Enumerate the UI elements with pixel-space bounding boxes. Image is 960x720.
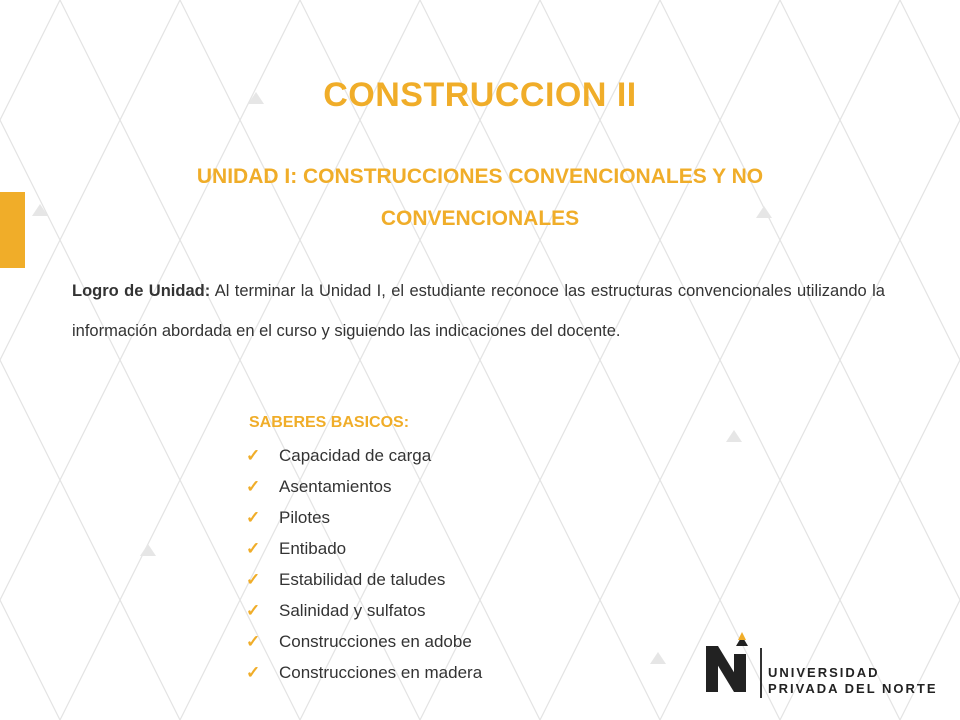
saberes-list <box>246 440 482 688</box>
unit-subtitle-line-1: UNIDAD I: CONSTRUCCIONES CONVENCIONALES Y NO <box>196 165 764 188</box>
check-icon: ✓ <box>246 632 261 651</box>
list-item <box>246 471 482 502</box>
list-item-label: Estabilidad de taludes <box>279 570 446 589</box>
check-icon: ✓ <box>246 446 261 465</box>
check-icon: ✓ <box>246 477 261 496</box>
check-icon: ✓ <box>246 508 261 527</box>
check-icon: ✓ <box>246 539 261 558</box>
list-item-label: Pilotes <box>279 508 331 527</box>
list-item <box>246 595 482 626</box>
list-item-label: Construcciones en madera <box>279 663 483 682</box>
list-item-label: Salinidad y sulfatos <box>279 601 426 620</box>
unit-achievement-paragraph <box>72 271 885 351</box>
logo-wordmark <box>768 665 938 697</box>
unit-subtitle-line-2: CONVENCIONALES <box>380 207 580 230</box>
list-item <box>246 564 482 595</box>
list-item <box>246 657 482 688</box>
list-item <box>246 533 482 564</box>
logo-line-1: UNIVERSIDAD <box>768 665 880 680</box>
logo-n-icon <box>706 632 748 692</box>
unit-subtitle <box>80 156 880 240</box>
achievement-text: Al terminar la Unidad I, el estudiante reconoce las estructuras convencionales utilizando la información abordada en el curso y siguiendo las indicaciones del docente. <box>72 282 885 340</box>
list-item-label: Asentamientos <box>279 477 392 496</box>
accent-bar <box>0 192 25 268</box>
list-item-label: Capacidad de carga <box>279 446 432 465</box>
list-item <box>246 502 482 533</box>
logo-divider <box>760 648 762 698</box>
list-item <box>246 440 482 471</box>
achievement-label: Logro de Unidad: <box>72 282 211 300</box>
list-item-label: Entibado <box>279 539 347 558</box>
check-icon: ✓ <box>246 570 261 589</box>
logo-line-2: PRIVADA DEL NORTE <box>768 681 938 696</box>
list-item <box>246 626 482 657</box>
list-item-label: Construcciones en adobe <box>279 632 472 651</box>
check-icon: ✓ <box>246 601 261 620</box>
check-icon: ✓ <box>246 663 261 682</box>
saberes-heading: SABERES BASICOS: <box>249 414 410 431</box>
slide-title: CONSTRUCCION II <box>323 76 637 114</box>
